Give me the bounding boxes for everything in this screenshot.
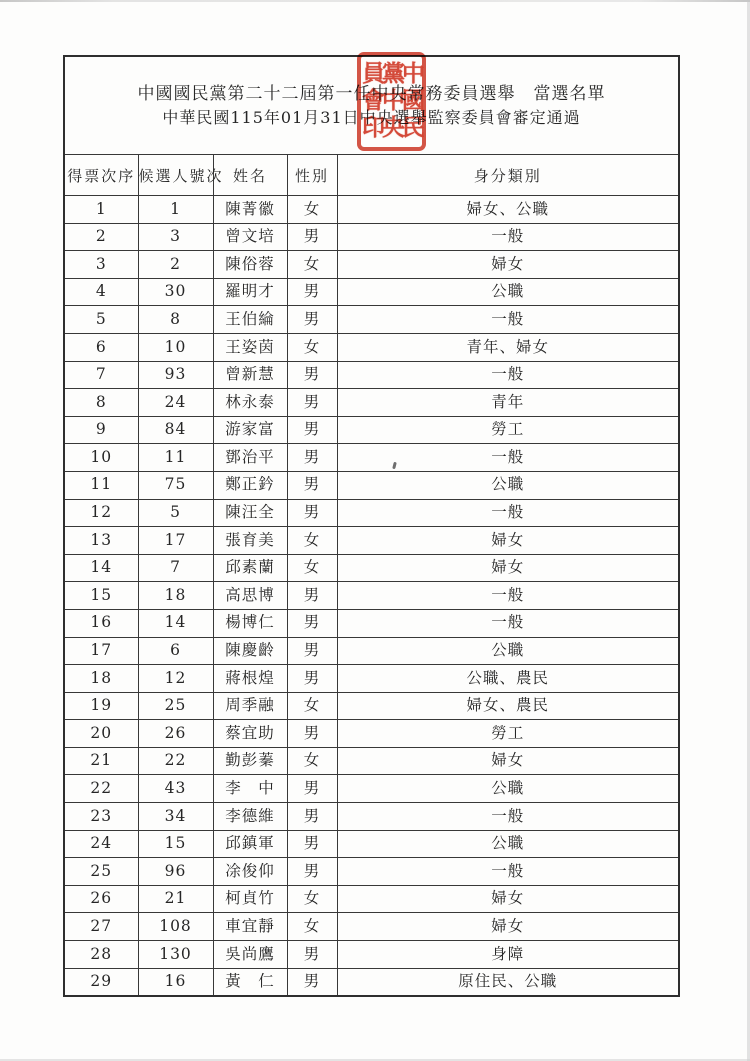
cell-gender: 男 bbox=[287, 830, 337, 858]
table-row bbox=[64, 637, 679, 665]
cell-name: 陳俗蓉 bbox=[213, 251, 287, 279]
col-header-candidate-number: 候選人號次 bbox=[138, 155, 213, 196]
table-row bbox=[64, 609, 679, 637]
cell-candidate-number: 108 bbox=[138, 913, 213, 941]
table-row bbox=[64, 527, 679, 555]
cell-candidate-number: 84 bbox=[138, 416, 213, 444]
cell-name: 李德維 bbox=[213, 803, 287, 831]
table-header-row bbox=[64, 155, 679, 196]
table-row bbox=[64, 333, 679, 361]
cell-rank: 18 bbox=[64, 665, 138, 693]
cell-name: 陳慶齡 bbox=[213, 637, 287, 665]
cell-rank: 16 bbox=[64, 609, 138, 637]
cell-rank: 3 bbox=[64, 251, 138, 279]
cell-candidate-number: 16 bbox=[138, 968, 213, 996]
cell-gender: 男 bbox=[287, 858, 337, 886]
cell-candidate-number: 130 bbox=[138, 941, 213, 969]
cell-rank: 10 bbox=[64, 444, 138, 472]
cell-gender: 男 bbox=[287, 499, 337, 527]
seal-column-middle: 黨中央 bbox=[378, 61, 405, 142]
table-body bbox=[64, 196, 679, 997]
cell-category: 一般 bbox=[337, 582, 679, 610]
cell-name: 陳菁徽 bbox=[213, 196, 287, 224]
cell-candidate-number: 3 bbox=[138, 223, 213, 251]
cell-name: 游家富 bbox=[213, 416, 287, 444]
cell-name: 王姿茵 bbox=[213, 333, 287, 361]
cell-candidate-number: 18 bbox=[138, 582, 213, 610]
cell-gender: 女 bbox=[287, 692, 337, 720]
cell-gender: 男 bbox=[287, 637, 337, 665]
cell-gender: 男 bbox=[287, 609, 337, 637]
cell-rank: 5 bbox=[64, 306, 138, 334]
cell-name: 曾新慧 bbox=[213, 361, 287, 389]
cell-rank: 15 bbox=[64, 582, 138, 610]
table-row bbox=[64, 968, 679, 996]
cell-category: 勞工 bbox=[337, 416, 679, 444]
cell-candidate-number: 75 bbox=[138, 471, 213, 499]
cell-name: 柯貞竹 bbox=[213, 885, 287, 913]
cell-rank: 26 bbox=[64, 885, 138, 913]
cell-category: 婦女 bbox=[337, 885, 679, 913]
cell-candidate-number: 17 bbox=[138, 527, 213, 555]
cell-gender: 男 bbox=[287, 278, 337, 306]
cell-rank: 24 bbox=[64, 830, 138, 858]
cell-name: 鄧治平 bbox=[213, 444, 287, 472]
cell-gender: 女 bbox=[287, 554, 337, 582]
cell-rank: 14 bbox=[64, 554, 138, 582]
document-title-cell bbox=[64, 56, 679, 155]
table-row bbox=[64, 720, 679, 748]
title-row bbox=[64, 56, 679, 155]
cell-category: 一般 bbox=[337, 609, 679, 637]
seal-column-right: 中國民 bbox=[398, 61, 425, 142]
cell-rank: 21 bbox=[64, 747, 138, 775]
cell-rank: 8 bbox=[64, 389, 138, 417]
cell-candidate-number: 11 bbox=[138, 444, 213, 472]
cell-gender: 男 bbox=[287, 389, 337, 417]
cell-candidate-number: 25 bbox=[138, 692, 213, 720]
cell-name: 陳汪全 bbox=[213, 499, 287, 527]
cell-rank: 19 bbox=[64, 692, 138, 720]
cell-category: 公職 bbox=[337, 637, 679, 665]
table-row bbox=[64, 278, 679, 306]
cell-gender: 女 bbox=[287, 913, 337, 941]
cell-rank: 1 bbox=[64, 196, 138, 224]
cell-name: 凃俊仰 bbox=[213, 858, 287, 886]
cell-name: 林永泰 bbox=[213, 389, 287, 417]
cell-gender: 男 bbox=[287, 941, 337, 969]
cell-candidate-number: 93 bbox=[138, 361, 213, 389]
table-row bbox=[64, 747, 679, 775]
cell-rank: 13 bbox=[64, 527, 138, 555]
cell-category: 青年 bbox=[337, 389, 679, 417]
cell-category: 公職 bbox=[337, 830, 679, 858]
cell-candidate-number: 96 bbox=[138, 858, 213, 886]
cell-candidate-number: 15 bbox=[138, 830, 213, 858]
cell-gender: 女 bbox=[287, 251, 337, 279]
cell-gender: 男 bbox=[287, 968, 337, 996]
table-row bbox=[64, 251, 679, 279]
table-row bbox=[64, 885, 679, 913]
cell-category: 一般 bbox=[337, 223, 679, 251]
cell-candidate-number: 22 bbox=[138, 747, 213, 775]
cell-gender: 男 bbox=[287, 471, 337, 499]
cell-category: 婦女 bbox=[337, 527, 679, 555]
cell-name: 邱鎮軍 bbox=[213, 830, 287, 858]
cell-rank: 11 bbox=[64, 471, 138, 499]
scan-edge-top bbox=[0, 0, 750, 2]
cell-gender: 男 bbox=[287, 582, 337, 610]
cell-candidate-number: 12 bbox=[138, 665, 213, 693]
cell-candidate-number: 1 bbox=[138, 196, 213, 224]
cell-category: 婦女 bbox=[337, 913, 679, 941]
table-row bbox=[64, 444, 679, 472]
table-row bbox=[64, 223, 679, 251]
table-row bbox=[64, 582, 679, 610]
cell-gender: 女 bbox=[287, 747, 337, 775]
table-row bbox=[64, 775, 679, 803]
cell-candidate-number: 10 bbox=[138, 333, 213, 361]
cell-name: 李 中 bbox=[213, 775, 287, 803]
table-row bbox=[64, 913, 679, 941]
cell-gender: 男 bbox=[287, 444, 337, 472]
cell-rank: 28 bbox=[64, 941, 138, 969]
cell-candidate-number: 21 bbox=[138, 885, 213, 913]
cell-category: 公職、農民 bbox=[337, 665, 679, 693]
cell-candidate-number: 26 bbox=[138, 720, 213, 748]
cell-rank: 17 bbox=[64, 637, 138, 665]
cell-category: 一般 bbox=[337, 499, 679, 527]
election-results-table bbox=[63, 55, 680, 997]
table-row bbox=[64, 858, 679, 886]
cell-category: 一般 bbox=[337, 444, 679, 472]
cell-name: 王伯綸 bbox=[213, 306, 287, 334]
cell-name: 楊博仁 bbox=[213, 609, 287, 637]
cell-category: 婦女、公職 bbox=[337, 196, 679, 224]
cell-rank: 2 bbox=[64, 223, 138, 251]
cell-category: 婦女 bbox=[337, 251, 679, 279]
cell-candidate-number: 14 bbox=[138, 609, 213, 637]
cell-rank: 27 bbox=[64, 913, 138, 941]
table-row bbox=[64, 665, 679, 693]
table-row bbox=[64, 499, 679, 527]
cell-gender: 男 bbox=[287, 361, 337, 389]
table-row bbox=[64, 389, 679, 417]
cell-category: 勞工 bbox=[337, 720, 679, 748]
cell-candidate-number: 2 bbox=[138, 251, 213, 279]
cell-candidate-number: 43 bbox=[138, 775, 213, 803]
cell-category: 青年、婦女 bbox=[337, 333, 679, 361]
cell-name: 周季融 bbox=[213, 692, 287, 720]
cell-rank: 7 bbox=[64, 361, 138, 389]
col-header-rank: 得票次序 bbox=[64, 155, 138, 196]
cell-name: 蔡宜助 bbox=[213, 720, 287, 748]
cell-category: 原住民、公職 bbox=[337, 968, 679, 996]
table-row bbox=[64, 416, 679, 444]
cell-name: 勤彭蓁 bbox=[213, 747, 287, 775]
cell-gender: 女 bbox=[287, 196, 337, 224]
cell-category: 一般 bbox=[337, 858, 679, 886]
cell-category: 公職 bbox=[337, 775, 679, 803]
cell-rank: 23 bbox=[64, 803, 138, 831]
table-row bbox=[64, 941, 679, 969]
document-title-line1: 中國國民黨第二十二屆第一任中央常務委員選舉 當選名單 bbox=[137, 83, 606, 104]
cell-candidate-number: 6 bbox=[138, 637, 213, 665]
cell-name: 羅明才 bbox=[213, 278, 287, 306]
cell-rank: 9 bbox=[64, 416, 138, 444]
col-header-category: 身分類別 bbox=[337, 155, 679, 196]
cell-category: 身障 bbox=[337, 941, 679, 969]
table-row bbox=[64, 830, 679, 858]
cell-gender: 男 bbox=[287, 665, 337, 693]
cell-candidate-number: 7 bbox=[138, 554, 213, 582]
cell-name: 吳尚鷹 bbox=[213, 941, 287, 969]
cell-rank: 29 bbox=[64, 968, 138, 996]
cell-name: 車宜靜 bbox=[213, 913, 287, 941]
cell-rank: 12 bbox=[64, 499, 138, 527]
cell-candidate-number: 5 bbox=[138, 499, 213, 527]
cell-name: 黃 仁 bbox=[213, 968, 287, 996]
cell-gender: 男 bbox=[287, 306, 337, 334]
table-row bbox=[64, 554, 679, 582]
table-row bbox=[64, 692, 679, 720]
cell-name: 蔣根煌 bbox=[213, 665, 287, 693]
cell-category: 婦女 bbox=[337, 554, 679, 582]
col-header-name: 姓名 bbox=[213, 155, 287, 196]
cell-candidate-number: 8 bbox=[138, 306, 213, 334]
cell-category: 一般 bbox=[337, 306, 679, 334]
cell-gender: 男 bbox=[287, 775, 337, 803]
cell-name: 鄭正鈐 bbox=[213, 471, 287, 499]
cell-gender: 男 bbox=[287, 416, 337, 444]
cell-rank: 20 bbox=[64, 720, 138, 748]
cell-candidate-number: 34 bbox=[138, 803, 213, 831]
cell-gender: 女 bbox=[287, 885, 337, 913]
cell-rank: 25 bbox=[64, 858, 138, 886]
cell-gender: 女 bbox=[287, 333, 337, 361]
cell-gender: 男 bbox=[287, 223, 337, 251]
cell-gender: 男 bbox=[287, 720, 337, 748]
cell-gender: 女 bbox=[287, 527, 337, 555]
table-row bbox=[64, 306, 679, 334]
cell-category: 公職 bbox=[337, 278, 679, 306]
cell-candidate-number: 30 bbox=[138, 278, 213, 306]
cell-category: 一般 bbox=[337, 803, 679, 831]
cell-category: 公職 bbox=[337, 471, 679, 499]
cell-category: 一般 bbox=[337, 361, 679, 389]
cell-name: 邱素蘭 bbox=[213, 554, 287, 582]
col-header-gender: 性別 bbox=[287, 155, 337, 196]
cell-category: 婦女 bbox=[337, 747, 679, 775]
cell-rank: 4 bbox=[64, 278, 138, 306]
table-row bbox=[64, 196, 679, 224]
seal-column-left: 員會印 bbox=[358, 61, 385, 142]
cell-category: 婦女、農民 bbox=[337, 692, 679, 720]
cell-name: 高思博 bbox=[213, 582, 287, 610]
table-row bbox=[64, 803, 679, 831]
cell-rank: 6 bbox=[64, 333, 138, 361]
cell-name: 張育美 bbox=[213, 527, 287, 555]
document-title-line2: 中華民國115年01月31日中央選舉監察委員會審定通過 bbox=[162, 107, 581, 127]
cell-gender: 男 bbox=[287, 803, 337, 831]
cell-name: 曾文培 bbox=[213, 223, 287, 251]
cell-candidate-number: 24 bbox=[138, 389, 213, 417]
table-row bbox=[64, 471, 679, 499]
cell-rank: 22 bbox=[64, 775, 138, 803]
table-row bbox=[64, 361, 679, 389]
